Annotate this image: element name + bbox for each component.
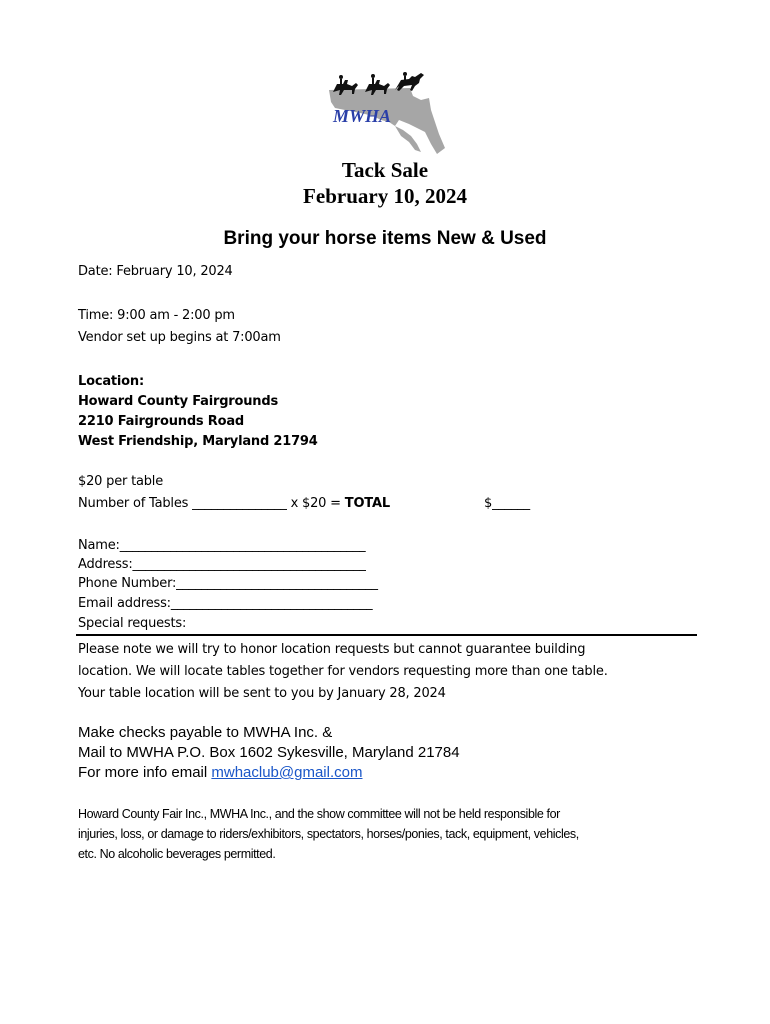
payment-line-3 <box>78 764 362 781</box>
payment-line-1: Make checks payable to MWHA Inc. & <box>78 724 333 741</box>
notice-line-2: location. We will locate tables together for vendors requesting more than one table. <box>78 664 608 679</box>
horses-maryland-logo-icon <box>325 70 450 160</box>
page-title: Tack Sale <box>341 158 429 182</box>
disclaimer-line-1: Howard County Fair Inc., MWHA Inc., and the show committee will not be held responsible for <box>78 807 560 821</box>
notice-line-3: Your table location will be sent to you by January 28, 2024 <box>78 686 446 701</box>
location-street: 2210 Fairgrounds Road <box>78 414 245 429</box>
name-field[interactable]: Name:_______________________________________ <box>78 538 366 553</box>
event-date-title: February 10, 2024 <box>303 184 467 208</box>
location-name: Howard County Fairgrounds <box>78 394 278 409</box>
total-field[interactable]: $______ <box>484 496 530 511</box>
location-label: Location: <box>78 374 144 389</box>
special-requests-field[interactable]: Special requests: <box>78 616 187 631</box>
date-line: Date: February 10, 2024 <box>78 264 233 279</box>
time-line: Time: 9:00 am - 2:00 pm <box>78 308 235 323</box>
setup-line: Vendor set up begins at 7:00am <box>78 330 281 345</box>
location-city: West Friendship, Maryland 21794 <box>78 434 318 449</box>
price-per-table: $20 per table <box>78 474 163 489</box>
email-field[interactable]: Email address:________________________________ <box>78 596 373 611</box>
logo-text: MWHA <box>333 106 392 126</box>
tables-label: Number of Tables _______________ x $20 = <box>78 496 341 511</box>
mwha-logo <box>325 70 450 160</box>
headline: Bring your horse items New & Used <box>223 228 547 249</box>
contact-email-link[interactable]: mwhaclub@gmail.com <box>211 764 363 781</box>
phone-field[interactable]: Phone Number:________________________________ <box>78 576 378 591</box>
disclaimer-line-2: injuries, loss, or damage to riders/exhibitors, spectators, horses/ponies, tack, equipment, vehicles, <box>78 827 579 841</box>
info-email-prefix: For more info email <box>78 764 212 781</box>
divider <box>76 634 697 636</box>
payment-line-2: Mail to MWHA P.O. Box 1602 Sykesville, Maryland 21784 <box>78 744 460 761</box>
disclaimer-line-3: etc. No alcoholic beverages permitted. <box>78 847 276 861</box>
address-field[interactable]: Address:_____________________________________ <box>78 557 366 572</box>
total-label: TOTAL <box>344 496 390 511</box>
notice-line-1: Please note we will try to honor location requests but cannot guarantee building <box>78 642 586 657</box>
tables-line <box>78 496 390 511</box>
